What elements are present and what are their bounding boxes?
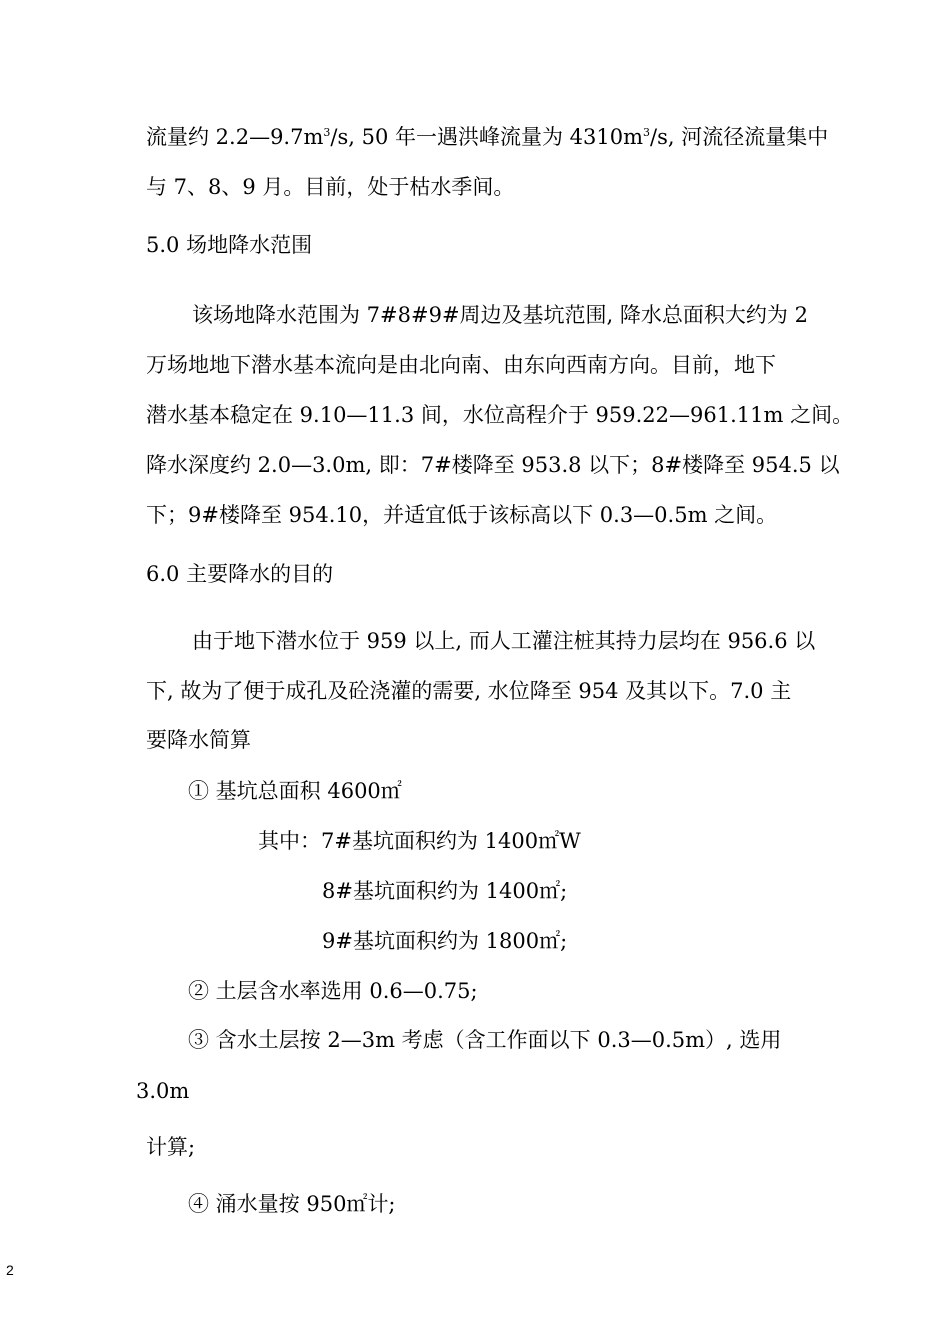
section-heading: 6.0 主要降水的目的	[146, 562, 334, 586]
paragraph-line: 潜水基本稳定在 9.10—11.3 间，水位高程介于 959.22—961.11m 之间。	[146, 403, 854, 427]
list-item-continuation: 3.0m	[136, 1079, 190, 1103]
list-subitem: 8#基坑面积约为 1400㎡;	[322, 879, 568, 903]
list-item-continuation: 计算;	[146, 1135, 196, 1159]
paragraph-line: 下, 故为了便于成孔及砼浇灌的需要, 水位降至 954 及其以下。7.0 主	[146, 679, 792, 703]
paragraph-line: 流量约 $2.2—9.7m^3/s$, 50 年一遇洪峰流量为 $4310m^3/s$, 河流径流量集中	[146, 125, 829, 149]
list-item: ② 土层含水率选用 0.6—0.75;	[188, 979, 478, 1003]
paragraph-line: 降水深度约 2.0—3.0m, 即：7#楼降至 953.8 以下；8#楼降至 954.5 以	[146, 453, 840, 477]
list-item: ③ 含水土层按 2—3m 考虑（含工作面以下 0.3—0.5m）, 选用	[188, 1028, 782, 1052]
list-item: ① 基坑总面积 4600㎡	[188, 779, 402, 803]
page-number: 2	[6, 1262, 14, 1278]
list-subitem: 9#基坑面积约为 1800㎡;	[322, 929, 568, 953]
list-subitem: 其中：7#基坑面积约为 1400㎡W	[258, 829, 581, 853]
paragraph-line: 要降水简算	[146, 728, 251, 752]
paragraph-line: 与 7、8、9 月。目前，处于枯水季间。	[146, 175, 515, 199]
paragraph-line: 万场地地下潜水基本流向是由北向南、由东向西南方向。目前，地下	[146, 353, 776, 377]
list-item: ④ 涌水量按 950㎡计;	[188, 1192, 396, 1216]
paragraph-line: 该场地降水范围为 7#8#9#周边及基坑范围, 降水总面积大约为 2	[192, 303, 808, 327]
paragraph-line: 下；9#楼降至 954.10，并适宜低于该标高以下 0.3—0.5m 之间。	[146, 503, 778, 527]
section-heading: 5.0 场地降水范围	[146, 233, 313, 257]
paragraph-line: 由于地下潜水位于 959 以上, 而人工灌注桩其持力层均在 956.6 以	[192, 629, 816, 653]
